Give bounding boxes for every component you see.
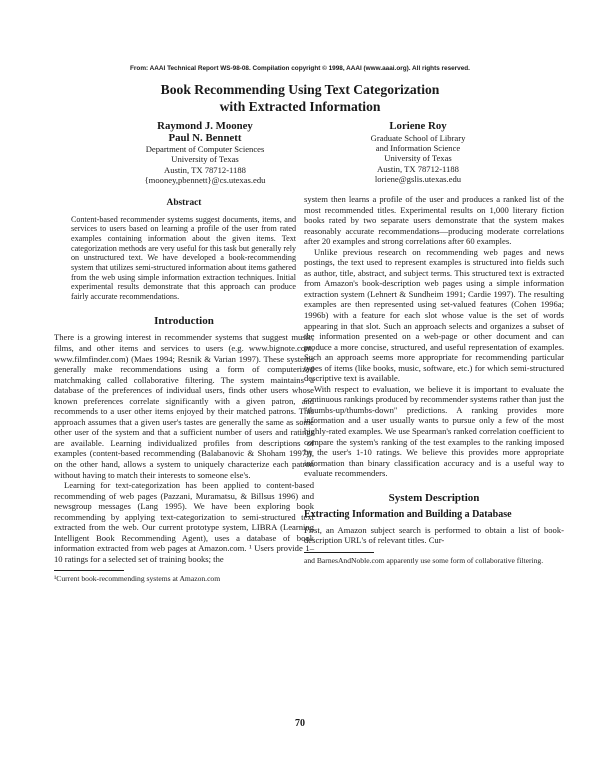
footnote-rule xyxy=(54,570,124,571)
affiliation-line: Austin, TX 78712-1188 xyxy=(377,163,459,174)
affiliation-line: University of Texas xyxy=(384,153,452,164)
affiliation-line: Department of Computer Sciences xyxy=(145,144,265,154)
body-paragraph: With respect to evaluation, we believe it is important to evaluate the continuous rankings produced by recommender systems rather than just the "thumbs-up/thumbs-down" predictions. A ranking provides more information and a user usually wants to pursue only a few of the most highly-rated examples. We use Spearman's ranked correlation coefficient to compare the system's ranking of the test examples to the ranking imposed by the user's 1-10 ratings. We believe this provides more appropriate information than binary classification accuracy and is a useful way to evaluate recommenders. xyxy=(304,383,564,479)
author-name: Paul N. Bennett xyxy=(168,131,242,144)
subsection-heading: Extracting Information and Building a Database xyxy=(304,509,512,521)
affiliation-line: and Information Science xyxy=(375,142,461,153)
title-line-2: with Extracted Information xyxy=(219,98,381,114)
section-heading: System Description xyxy=(388,491,480,504)
body-paragraph: First, an Amazon subject search is performed to obtain a list of book-description URL's of relevant titles. Cur- xyxy=(304,524,564,546)
author-block-2 xyxy=(328,121,508,185)
affiliation-line: Graduate School of Library xyxy=(370,132,466,143)
author-name: Raymond J. Mooney xyxy=(157,120,253,132)
footnote: ¹Current book-recommending systems at Amazon.com xyxy=(54,574,221,584)
footnote-rule xyxy=(304,552,374,553)
body-paragraph: system then learns a profile of the user and produces a ranked list of the most recommended titles. Experimental results on 1,000 literary fiction books rated by two separate users demonstrate that the system makes reasonably accurate recommendations—producing moderate correlations after 20 examples and strong correlations after 60 examples. xyxy=(304,194,564,247)
page-number: 70 xyxy=(295,718,305,729)
introduction-heading: Introduction xyxy=(154,314,214,327)
abstract-heading: Abstract xyxy=(166,198,202,208)
author-email: loriene@gslis.utexas.edu xyxy=(374,174,462,185)
footnote: and BarnesAndNoble.com apparently use some form of collaborative filtering. xyxy=(304,555,544,565)
source-header: From: AAAI Technical Report WS-98-08. Compilation copyright © 1998, AAAI (www.aaai.org). All rights reserved. xyxy=(130,65,470,72)
affiliation-line: Austin, TX 78712-1188 xyxy=(164,164,246,175)
body-paragraph: There is a growing interest in recommender systems that suggest music, films, and other items and services to users (e.g. www.bignote.com, www.filmfinder.com) (Maes 1994; Resnik & Varian 1997). These systems generally make recommendations using a form of computerized matchmaking called collaborative filtering. The system maintains a database of the preferences of individual users, finds other users whose known preferences correlate significantly with a given patron, and recommends to a user other items enjoyed by their matched patrons. This approach assumes that a given user's tastes are generally the same as some other user of the system and that a sufficient number of users and ratings are available. Learning individualized profiles from descriptions of examples (content-based recommending (Balabanovic & Shoham 1997)), on the other hand, allows a system to uniquely characterize each patron without having to match their interests to someone else's. xyxy=(54,332,314,480)
author-email: {mooney,pbennett}@cs.utexas.edu xyxy=(144,175,266,186)
author-name: Loriene Roy xyxy=(389,120,447,132)
left-column xyxy=(54,198,314,584)
body-paragraph: Unlike previous research on recommending web pages and news postings, the text used to represent examples is structured into fields such as author, title, abstract, and subject terms. This structured text is extracted from Amazon's book-description web pages using a simple information extraction system (Lehnert & Sundheim 1991; Cardie 1997). The resulting examples are then represented using set-valued features (Cohen 1996a; 1996b) with a feature for each slot whose value is the set of words appearing in that slot. Such an approach selects and organizes a subset of the information presented on a web-page or other document and can produce a more concise, structured, and useful representation of examples. Such an approach seems more appropriate for recommending particular types of items (like books, music, software, etc.) for which semi-structured descriptive text is available. xyxy=(304,246,564,384)
abstract-text: Content-based recommender systems suggest documents, items, and services to users based on learning a profile of the user from rated examples containing information about the given items. Text categorization methods are very useful for this task but generally rely on unstructured text. We have developed a book-recommending system that utilizes semi-structured information about items gathered from the web using simple information extraction techniques. Initial experimental results demonstrate that this approach can produce fairly accurate recommendations. xyxy=(71,214,296,302)
body-paragraph: Learning for text-categorization has been applied to content-based recommending of web pages (Pazzani, Muramatsu, & Billsus 1996) and newsgroup messages (Lang 1995). We have been exploring book recommending by applying text-categorization to semi-structured text extracted from the web. Our current prototype system, LIBRA (Learning Intelligent Book Recommending Agent), uses a database of book information extracted from web pages at Amazon.com. ¹ Users provide 1–10 ratings for a selected set of training books; the xyxy=(54,480,314,564)
title-line-1: Book Recommending Using Text Categorization xyxy=(160,82,440,97)
right-column xyxy=(304,194,564,565)
affiliation-line: University of Texas xyxy=(171,154,239,165)
paper-title xyxy=(0,82,600,115)
author-block-1 xyxy=(105,121,305,186)
